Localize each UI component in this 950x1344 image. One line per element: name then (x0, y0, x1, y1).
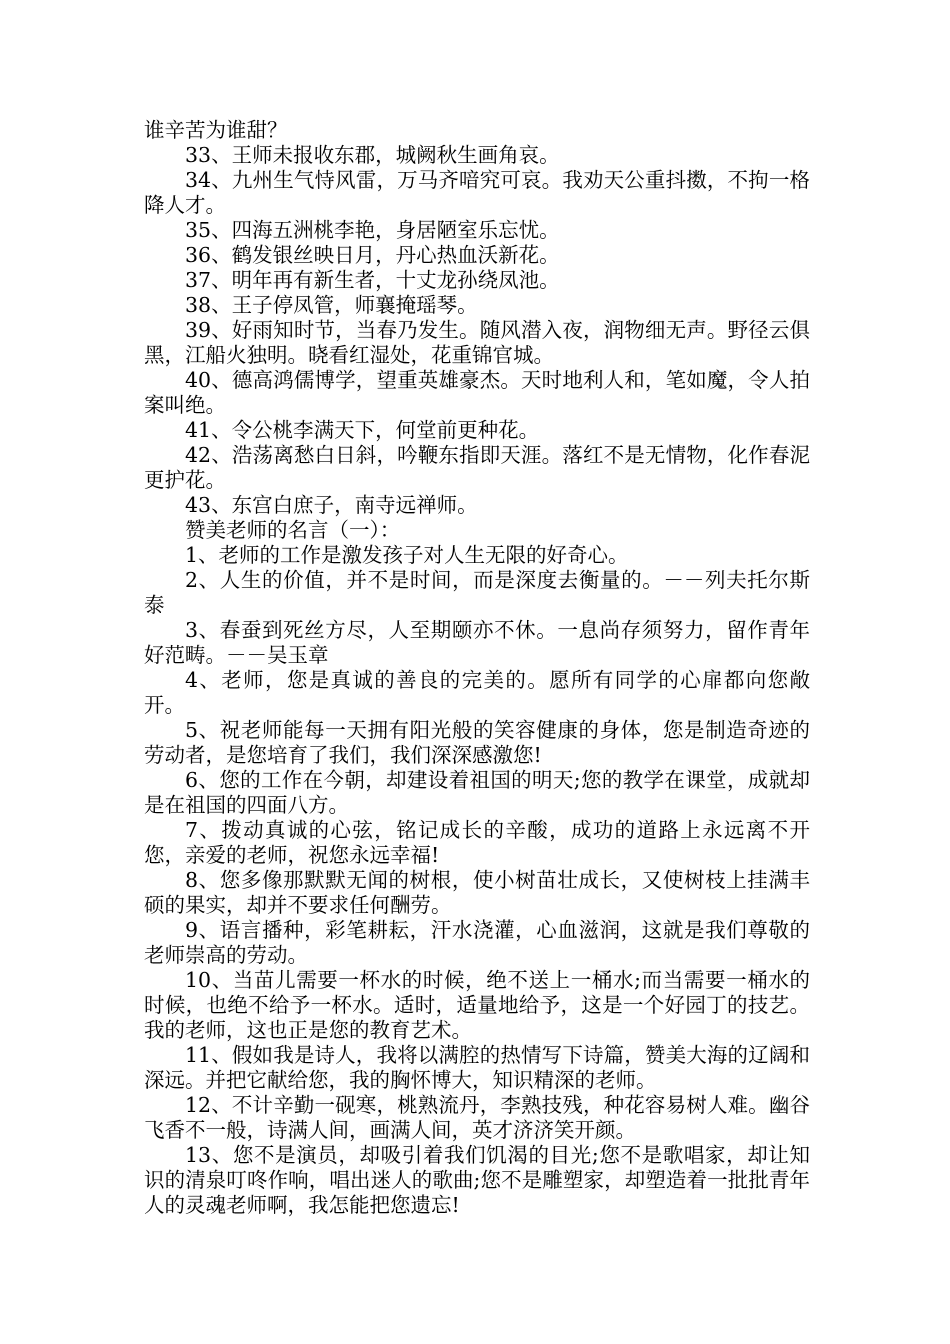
poem-line-38: 38、王子停凤管，师襄掩瑶琴。 (185, 293, 478, 317)
quote-2: 2、人生的价值，并不是时间，而是深度去衡量的。－－列夫托尔斯泰 (144, 568, 810, 617)
poem-line-42: 42、浩荡离愁白日斜，吟鞭东指即天涯。落红不是无情物，化作春泥更护花。 (144, 443, 810, 492)
quote-5: 5、祝老师能每一天拥有阳光般的笑容健康的身体，您是制造奇迹的劳动者，是您培育了我们，我们深深感激您! (144, 718, 810, 767)
poem-line-37: 37、明年再有新生者，十丈龙孙绕凤池。 (185, 268, 560, 292)
quote-1: 1、老师的工作是激发孩子对人生无限的好奇心。 (185, 543, 629, 567)
document-page (144, 118, 810, 1218)
poem-line-34: 34、九州生气恃风雷，万马齐喑究可哀。我劝天公重抖擞，不拘一格降人才。 (144, 168, 810, 217)
poem-line-41: 41、令公桃李满天下，何堂前更种花。 (185, 418, 540, 442)
poem-line-40: 40、德高鸿儒博学，望重英雄豪杰。天时地利人和，笔如魔，令人拍案叫绝。 (144, 368, 810, 417)
section-heading: 赞美老师的名言（一）： (185, 518, 401, 542)
quote-10: 10、当苗儿需要一杯水的时候，绝不送上一桶水;而当需要一桶水的时候，也绝不给予一杯水。适时，适量地给予，这是一个好园丁的技艺。我的老师，这也正是您的教育艺术。 (144, 968, 810, 1042)
quote-12: 12、不计辛勤一砚寒，桃熟流丹，李熟技残，种花容易树人难。幽谷飞香不一般，诗满人间，画满人间，英才济济笑开颜。 (144, 1093, 810, 1142)
poem-line-39: 39、好雨知时节，当春乃发生。随风潜入夜，润物细无声。野径云俱黑，江船火独明。晓看红湿处，花重锦官城。 (144, 318, 810, 367)
quote-4: 4、老师，您是真诚的善良的完美的。愿所有同学的心扉都向您敞开。 (144, 668, 810, 717)
quote-7: 7、拨动真诚的心弦，铭记成长的辛酸，成功的道路上永远离不开您，亲爱的老师，祝您永远幸福! (144, 818, 810, 867)
quote-8: 8、您多像那默默无闻的树根，使小树苗壮成长，又使树枝上挂满丰硕的果实，却并不要求任何酬劳。 (144, 868, 810, 917)
poem-line-35: 35、四海五洲桃李艳，身居陋室乐忘忧。 (185, 218, 560, 242)
quote-11: 11、假如我是诗人，我将以满腔的热情写下诗篇，赞美大海的辽阔和深远。并把它献给您，我的胸怀博大，知识精深的老师。 (144, 1043, 810, 1092)
poem-line-43: 43、东宫白庶子，南寺远禅师。 (185, 493, 478, 517)
quote-13: 13、您不是演员，却吸引着我们饥渴的目光;您不是歌唱家，却让知识的清泉叮咚作响，唱出迷人的歌曲;您不是雕塑家，却塑造着一批批青年人的灵魂老师啊，我怎能把您遗忘! (144, 1143, 810, 1217)
paragraph-continuation: 谁辛苦为谁甜？ (144, 118, 288, 142)
quote-3: 3、春蚕到死丝方尽，人至期颐亦不休。一息尚存须努力，留作青年好范畴。－－吴玉章 (144, 618, 810, 667)
quote-6: 6、您的工作在今朝，却建设着祖国的明天;您的教学在课堂，成就却是在祖国的四面八方。 (144, 768, 810, 817)
poem-line-33: 33、王师未报收东郡，城阙秋生画角哀。 (185, 143, 560, 167)
quote-9: 9、语言播种，彩笔耕耘，汗水浇灌，心血滋润，这就是我们尊敬的老师崇高的劳动。 (144, 918, 810, 967)
poem-line-36: 36、鹤发银丝映日月，丹心热血沃新花。 (185, 243, 560, 267)
